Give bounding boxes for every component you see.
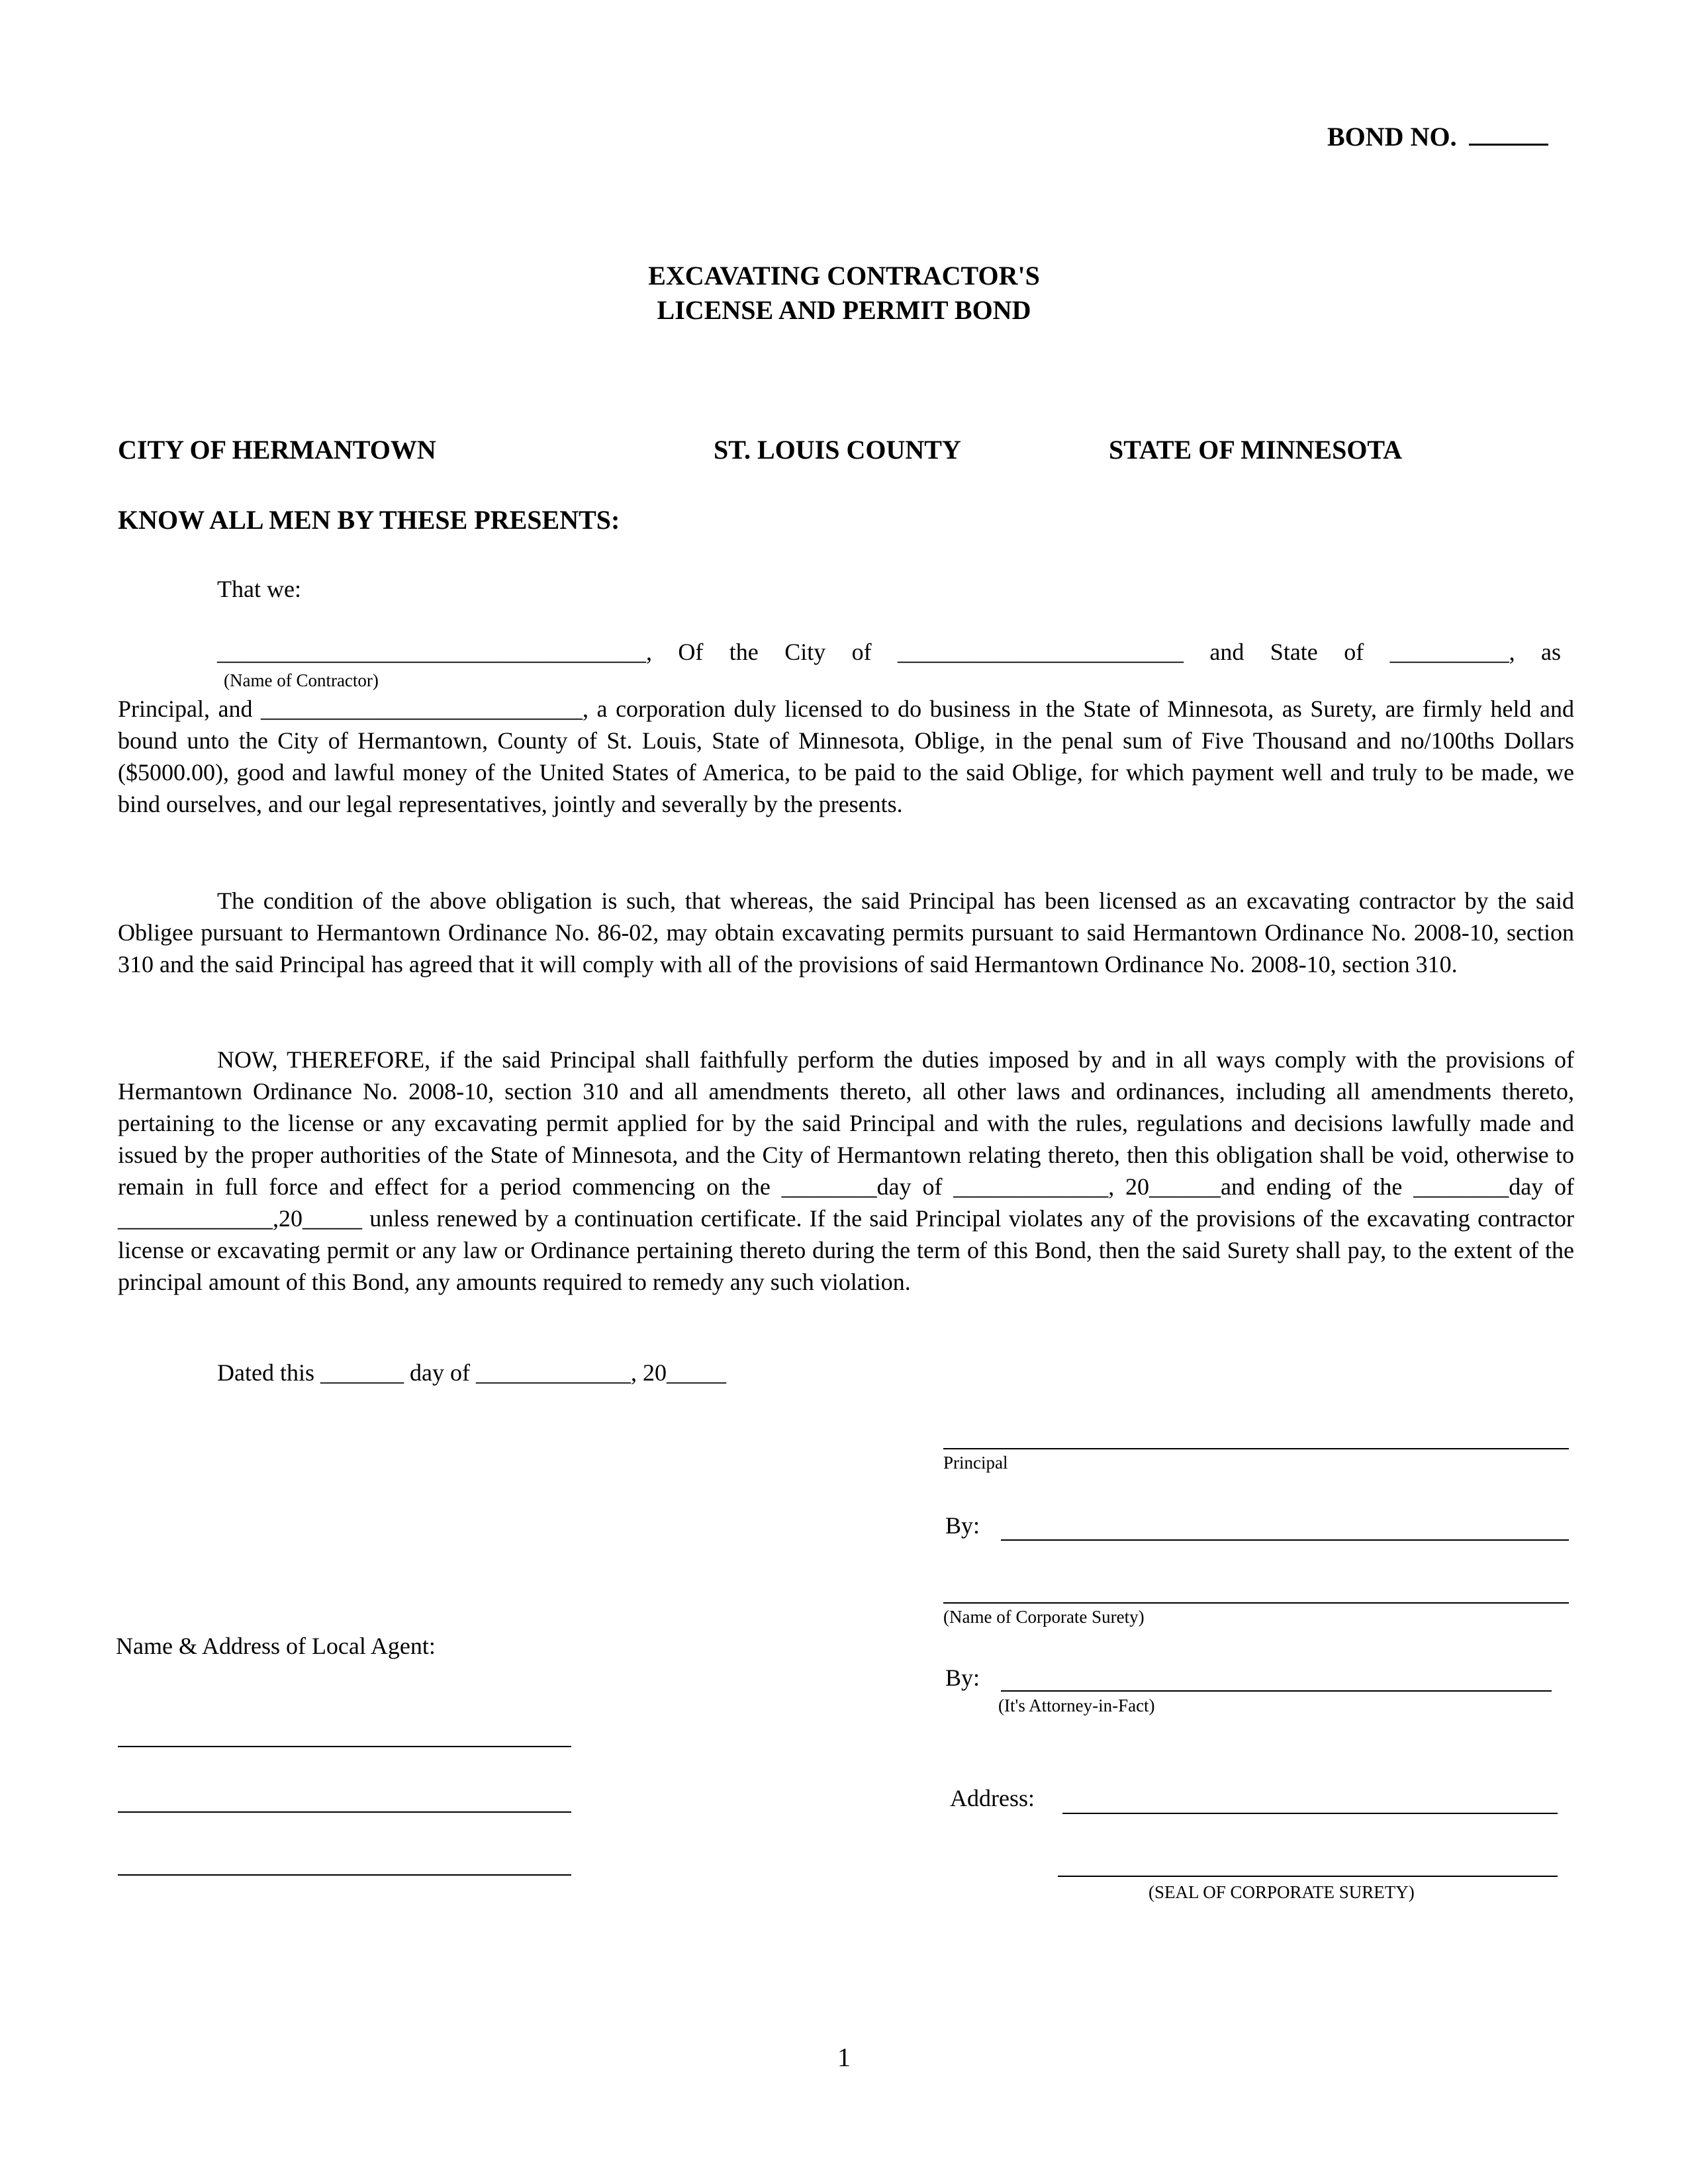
principal-signature-line[interactable]	[943, 1448, 1569, 1449]
title-line-1: EXCAVATING CONTRACTOR'S	[648, 261, 1040, 291]
paragraph-condition	[118, 885, 1574, 980]
title-line-2: LICENSE AND PERMIT BOND	[657, 295, 1031, 325]
local-agent-line-2[interactable]	[118, 1811, 571, 1813]
by-signature-line[interactable]	[1001, 1539, 1569, 1541]
paragraph-therefore-text: NOW, THEREFORE, if the said Principal shall faithfully perform the duties imposed by and in all ways comply with the provisions of Hermantown Ordinance No. 2008-10, section 310 and all amendments thereto, all other laws and ordinances, including all amendments thereto, pertaining to the license or any excavating permit applied for by the said Principal and with the rules, regulations and decisions lawfully made and issued by the proper authorities of the State of Minnesota, and the City of Hermantown relating thereto, then this obligation shall be void, otherwise to remain in full force and effect for a period commencing on the ________day of _____________, 20______and ending of the ________day of _____________,20_____ unless renewed by a continuation certificate. If the said Principal violates any of the provisions of the excavating contractor license or excavating permit or any law or Ordinance pertaining thereto during the term of this Bond, then the said Surety shall pay, to the extent of the principal amount of this Bond, any amounts required to remedy any such violation.	[118, 1046, 1574, 1295]
bond-number-text: BOND NO.	[1327, 122, 1457, 152]
local-agent-label: Name & Address of Local Agent:	[116, 1633, 436, 1659]
state-label: STATE OF MINNESOTA	[1109, 435, 1403, 465]
paragraph-therefore	[118, 1044, 1574, 1298]
paragraph-condition-text: The condition of the above obligation is such, that whereas, the said Principal has been licensed as an excavating contractor by the said Obligee pursuant to Hermantown Ordinance No. 86-02, may obtain excavating permits pursuant to said Hermantown Ordinance No. 2008-10, section 310 and the said Principal has agreed that it will comply with all of the provisions of said Hermantown Ordinance No. 2008-10, section 310.	[118, 887, 1574, 978]
address-label: Address:	[950, 1785, 1035, 1811]
surety-name-line[interactable]	[943, 1602, 1569, 1604]
by-label: By:	[945, 1512, 980, 1539]
principal-caption: Principal	[943, 1453, 1008, 1473]
local-agent-line-3[interactable]	[118, 1874, 571, 1876]
address-line[interactable]	[1062, 1813, 1558, 1814]
bond-number-label	[1327, 121, 1548, 153]
by-attorney-label: By:	[945, 1664, 980, 1691]
attorney-signature-line[interactable]	[1001, 1690, 1552, 1692]
seal-line[interactable]	[1058, 1876, 1558, 1877]
paragraph-principal: Principal, and ___________________________, a corporation duly licensed to do business in the State of Minnesota, as Surety, are firmly held and bound unto the City of Hermantown, County of St. Louis, State of Minnesota, Oblige, in the penal sum of Five Thousand and no/100ths Dollars ($5000.00), good and lawful money of the United States of America, to be paid to the said Oblige, for which payment well and truly to be made, we bind ourselves, and our legal representatives, jointly and severally by the presents.	[118, 696, 1574, 817]
seal-caption: (SEAL OF CORPORATE SURETY)	[1149, 1882, 1415, 1902]
attorney-caption: (It's Attorney-in-Fact)	[998, 1696, 1155, 1715]
surety-caption: (Name of Corporate Surety)	[943, 1607, 1145, 1627]
that-we-text: That we:	[217, 576, 301, 602]
bond-number-field[interactable]	[1469, 124, 1548, 146]
local-agent-line-1[interactable]	[118, 1746, 571, 1747]
city-label: CITY OF HERMANTOWN	[118, 435, 436, 465]
contractor-name-caption: (Name of Contractor)	[224, 670, 379, 690]
contractor-line[interactable]: ____________________________________, Of the City of ________________________ and State of __________, as	[217, 639, 1561, 665]
county-label: ST. LOUIS COUNTY	[714, 435, 961, 465]
dated-line[interactable]: Dated this _______ day of _____________, 20_____	[217, 1359, 726, 1386]
know-all-heading: KNOW ALL MEN BY THESE PRESENTS:	[118, 505, 620, 535]
page-number: 1	[837, 2042, 851, 2072]
